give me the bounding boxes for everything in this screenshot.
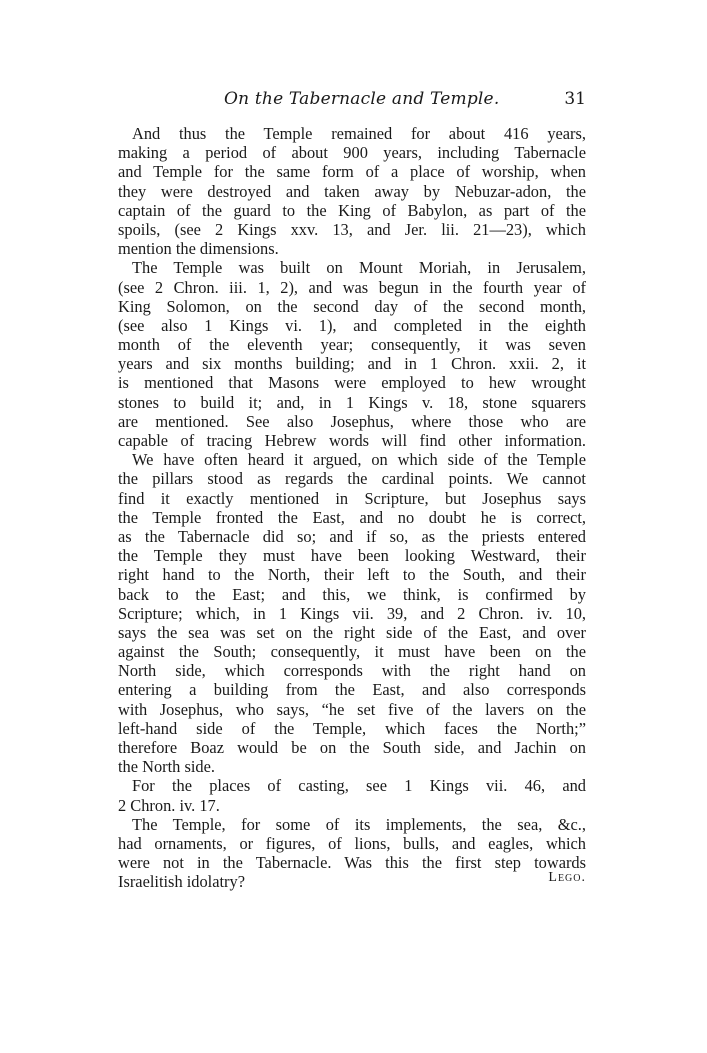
text-line: 2 Chron. iv. 17.	[118, 795, 220, 815]
text-line: were not in the Tabernacle. Was this the first step towards	[118, 853, 586, 873]
text-line: find it exactly mentioned in Scripture, but Josephus says	[118, 488, 586, 508]
text-line: left-hand side of the Temple, which faces the North;”	[118, 718, 586, 738]
text-line: had ornaments, or figures, of lions, bulls, and eagles, which	[118, 833, 586, 853]
text-line: North side, which corresponds with the right hand on	[118, 661, 586, 681]
text-line: with Josephus, who says, “he set five of the lavers on the	[118, 699, 586, 719]
text-line: captain of the guard to the King of Babylon, as part of the	[118, 200, 586, 220]
article-body	[118, 124, 586, 892]
text-line: the Temple fronted the East, and no doubt he is correct,	[118, 507, 586, 527]
text-line: The Temple, for some of its implements, the sea, &c.,	[132, 814, 586, 834]
text-line: stones to build it; and, in 1 Kings v. 18, stone squarers	[118, 392, 586, 412]
text-line: therefore Boaz would be on the South side, and Jachin on	[118, 738, 586, 757]
text-line: entering a building from the East, and also corresponds	[118, 680, 586, 700]
text-line: Israelitish idolatry?	[118, 872, 245, 892]
text-line: We have often heard it argued, on which side of the Temple	[132, 450, 586, 470]
text-line: back to the East; and this, we think, is confirmed by	[118, 584, 586, 604]
text-line: are mentioned. See also Josephus, where those who are	[118, 411, 586, 431]
page-number: 31	[564, 89, 586, 109]
text-line: they were destroyed and taken away by Nebuzar-adon, the	[118, 181, 586, 201]
text-line: The Temple was built on Mount Moriah, in Jerusalem,	[132, 258, 586, 278]
text-line: is mentioned that Masons were employed to hew wrought	[118, 373, 586, 393]
text-line: the North side.	[118, 757, 215, 777]
text-line: mention the dimensions.	[118, 239, 279, 259]
text-line: as the Tabernacle did so; and if so, as the priests entered	[118, 526, 586, 546]
text-line: spoils, (see 2 Kings xxv. 13, and Jer. lii. 21—23), which	[118, 219, 586, 239]
text-line: King Solomon, on the second day of the second month,	[118, 296, 586, 316]
text-line: against the South; consequently, it must have been on the	[118, 642, 586, 662]
text-line: right hand to the North, their left to the South, and their	[118, 565, 586, 585]
text-line: For the places of casting, see 1 Kings vii. 46, and	[132, 776, 586, 796]
author-signature: Lego.	[548, 870, 586, 885]
text-line: (see 2 Chron. iii. 1, 2), and was begun in the fourth year of	[118, 277, 586, 297]
text-line: and Temple for the same form of a place of worship, when	[118, 162, 586, 182]
text-line: the pillars stood as regards the cardinal points. We cannot	[118, 469, 586, 489]
text-line: (see also 1 Kings vi. 1), and completed in the eighth	[118, 315, 586, 335]
text-line: the Temple they must have been looking Westward, their	[118, 546, 586, 566]
running-head	[116, 89, 586, 113]
text-line: says the sea was set on the right side of the East, and over	[118, 622, 586, 642]
text-line: Scripture; which, in 1 Kings vii. 39, and 2 Chron. iv. 10,	[118, 603, 586, 623]
text-line: And thus the Temple remained for about 416 years,	[132, 124, 586, 143]
text-line: month of the eleventh year; consequently, it was seven	[118, 335, 586, 355]
text-line: making a period of about 900 years, including Tabernacle	[118, 143, 586, 163]
text-line: capable of tracing Hebrew words will find other information.	[118, 431, 586, 450]
text-line: years and six months building; and in 1 Chron. xxii. 2, it	[118, 354, 586, 374]
running-title: On the Tabernacle and Temple.	[224, 89, 500, 109]
